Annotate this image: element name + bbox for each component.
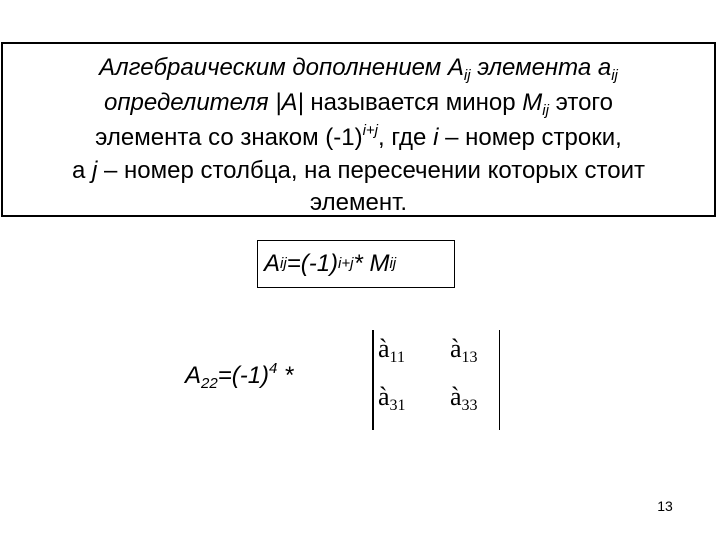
example-text: A xyxy=(185,362,202,389)
def-text: а xyxy=(71,157,92,184)
def-text: элемента a xyxy=(470,54,612,81)
def-text: Алгебраическим дополнением A xyxy=(99,54,464,81)
def-text: определителя |A| xyxy=(104,89,304,116)
definition-line-1 xyxy=(3,54,714,82)
definition-line-5: элемент. xyxy=(309,189,408,216)
formula-text: * M xyxy=(353,250,390,277)
left-determinant-bar xyxy=(372,330,374,430)
definition-line-4 xyxy=(3,157,714,185)
subscript: ij xyxy=(611,67,618,84)
def-text: называется минор xyxy=(303,89,523,116)
minor-determinant xyxy=(372,330,500,430)
matrix-cell-33: à33 xyxy=(450,382,478,414)
formula-text: A xyxy=(264,250,281,277)
definition-box xyxy=(1,42,716,217)
matrix-cell-11: à11 xyxy=(378,334,405,366)
def-text: j xyxy=(91,157,98,184)
def-text: – номер столбца, на пересечении которых стоит xyxy=(97,157,646,184)
subscript: ij xyxy=(542,102,549,119)
def-text: M xyxy=(522,89,543,116)
def-text: i xyxy=(433,124,439,151)
definition-line-3 xyxy=(3,124,714,152)
subscript: ij xyxy=(463,67,471,84)
example-text: * xyxy=(277,362,294,389)
example-text: =(-1) xyxy=(217,362,270,389)
matrix-cell-13: à13 xyxy=(450,334,478,366)
def-text: – номер строки, xyxy=(438,124,622,151)
superscript: 4 xyxy=(269,360,278,377)
def-text: элемента со знаком (-1) xyxy=(95,124,363,151)
formula-box: A ij =(-1) i+j * M ij xyxy=(257,240,455,288)
example-formula xyxy=(185,362,293,390)
formula-text: =(-1) xyxy=(286,250,339,277)
matrix-cell-31: à31 xyxy=(378,382,406,414)
definition-line-2 xyxy=(3,89,714,117)
superscript: i+j xyxy=(362,122,379,139)
subscript: 22 xyxy=(201,375,218,392)
right-determinant-bar xyxy=(499,330,501,430)
page-number: 13 xyxy=(657,498,673,514)
def-text: этого xyxy=(548,89,613,116)
def-text: , где xyxy=(378,124,434,151)
